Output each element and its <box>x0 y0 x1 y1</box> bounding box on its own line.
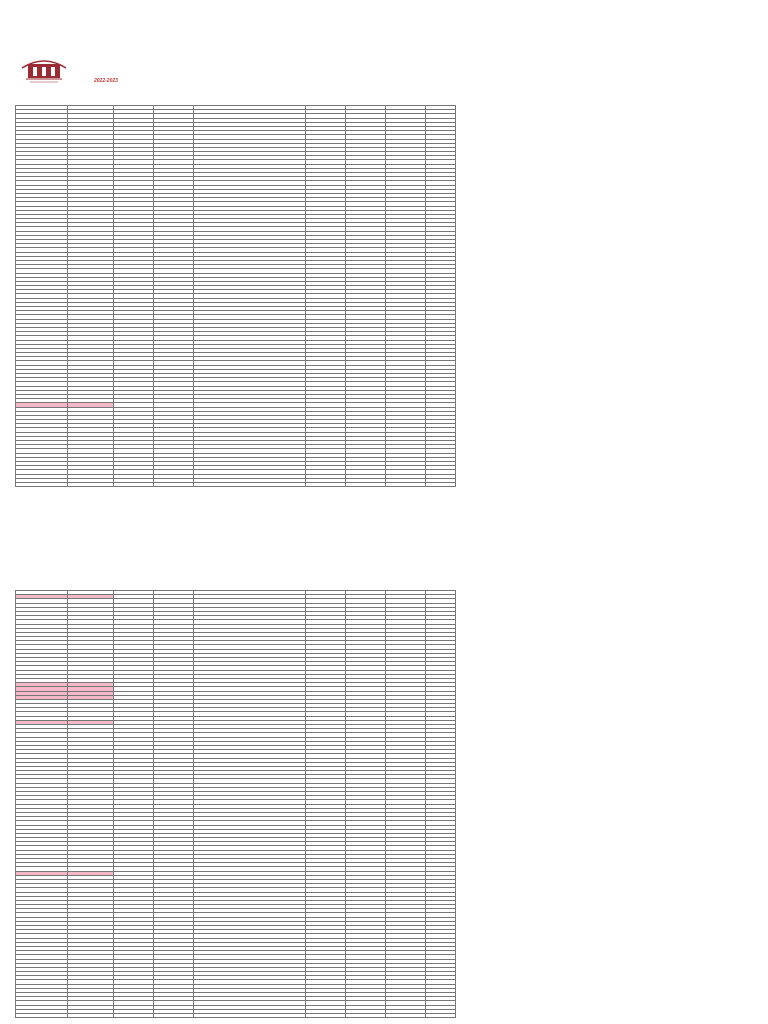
academic-year-label: 2022-2023 <box>94 78 118 84</box>
table-cell <box>154 482 194 486</box>
table-cell <box>114 1013 154 1017</box>
table-cell <box>16 1013 68 1017</box>
table-row <box>16 1013 456 1017</box>
table-cell <box>346 482 386 486</box>
institution-logo-icon <box>18 52 70 86</box>
registry-table-2 <box>15 590 456 1018</box>
table-cell <box>306 482 346 486</box>
table-row <box>16 482 456 486</box>
table-cell <box>386 482 426 486</box>
table-cell <box>16 482 68 486</box>
table-cell <box>68 482 114 486</box>
table-cell <box>194 1013 306 1017</box>
registry-table-1-body <box>16 106 456 487</box>
table-cell <box>194 482 306 486</box>
table-cell <box>114 482 154 486</box>
table-cell <box>346 1013 386 1017</box>
table-cell <box>426 1013 456 1017</box>
table-cell <box>68 1013 114 1017</box>
table-cell <box>306 1013 346 1017</box>
table-cell <box>386 1013 426 1017</box>
table-cell <box>426 482 456 486</box>
registry-table-2-body <box>16 591 456 1018</box>
registry-table-1 <box>15 105 456 487</box>
table-cell <box>154 1013 194 1017</box>
